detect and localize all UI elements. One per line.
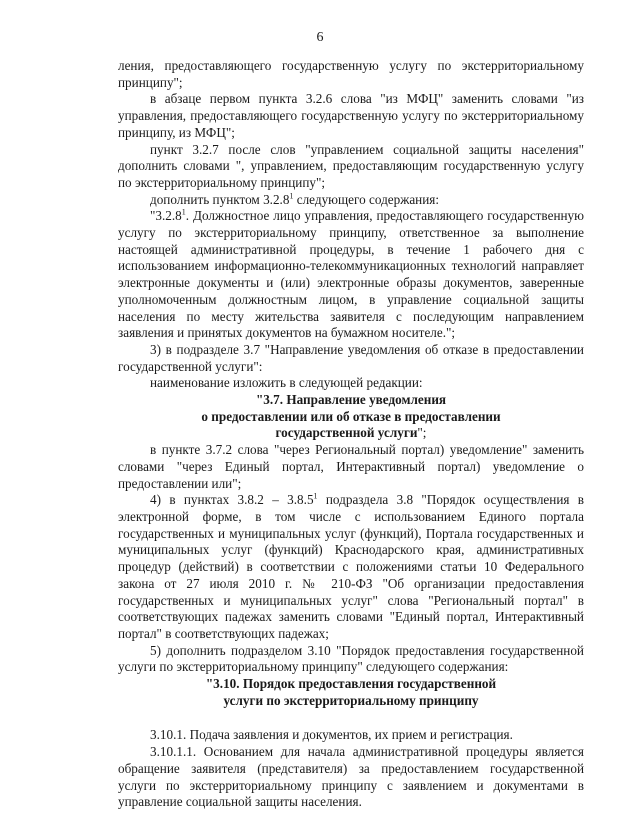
- heading-bold-text: государственной услуги: [275, 425, 418, 441]
- paragraph-add-3281: [118, 192, 584, 209]
- page-number: 6: [316, 30, 324, 45]
- heading-line: "3.10. Порядок предоставления государственной: [205, 676, 497, 692]
- paragraph-31011: 3.10.1.1. Основанием для начала административной процедуры является обращение заявителя (представителя) за предоставлением государственной услуги по экстерриториальному принципу с заявлением и документами в управление социальной защиты населения.: [118, 744, 584, 810]
- paragraph-3281-text: [118, 208, 584, 342]
- paragraph-name-change: наименование изложить в следующей редакции:: [150, 375, 423, 391]
- heading-tail: ";: [417, 425, 427, 441]
- text-segment: подраздела 3.8 "Порядок осуществления в электронной форме, в том числе с использованием Единого портала государственных и муниципальных услуг (функций), Портала государственных и муниципальных услуг (функций) Краснодарского края, административных процедур (действий) в соответствии с положениями статьи 10 Федерального закона от 27 июля 2010 г. № 210-ФЗ "Об организации предоставления государственных и муниципальных услуг" слова "Региональный портал" в соответствующих падежах заменить словами "Единый портал, Интерактивный портал" в соответствующих падежах;: [118, 492, 585, 641]
- paragraph-amend-327: пункт 3.2.7 после слов "управлением социальной защиты населения" дополнить словами ", управлением, предоставляющим государственную услугу по экстерриториальному принципу";: [118, 141, 584, 190]
- paragraph-item-5: 5) дополнить подразделом 3.10 "Порядок предоставления государственной услуги по экстерриториальному принципу" следующего содержания:: [118, 642, 584, 675]
- text-segment: следующего содержания:: [293, 191, 440, 207]
- paragraph-item-3: 3) в подразделе 3.7 "Направление уведомления об отказе в предоставлении государственной услуги":: [118, 341, 584, 374]
- spacer: [118, 709, 584, 727]
- paragraph-amend-372: в пункте 3.7.2 слова "через Региональный портал) уведомление" заменить словами "через Единый портал, Интерактивный портал) уведомление о предоставлении или";: [118, 442, 584, 491]
- heading-line: [118, 425, 584, 442]
- heading-3-7: [118, 392, 584, 442]
- text-segment: дополнить пунктом 3.2.8: [150, 191, 290, 207]
- paragraph-item-4: [118, 492, 584, 642]
- heading-line: о предоставлении или об отказе в предоставлении: [201, 408, 501, 424]
- superscript: 1: [289, 191, 294, 201]
- text-segment: "3.2.8: [150, 208, 182, 224]
- superscript: 1: [313, 491, 318, 501]
- document-body: [118, 58, 584, 811]
- paragraph-3101: 3.10.1. Подача заявления и документов, их прием и регистрация.: [150, 727, 513, 743]
- paragraph-continuation: ления, предоставляющего государственную услугу по экстерриториальному принципу";: [118, 58, 584, 90]
- text-segment: 4) в пунктах 3.8.2 – 3.8.5: [150, 492, 314, 508]
- heading-3-10: [118, 676, 584, 709]
- heading-line: услуги по экстерриториальному принципу: [223, 692, 479, 708]
- paragraph-amend-326: в абзаце первом пункта 3.2.6 слова "из МФЦ" заменить словами "из управления, предоставляющего государственную услугу по экстерриториальному принципу, из МФЦ";: [118, 91, 584, 140]
- superscript: 1: [181, 207, 186, 217]
- text-segment: . Должностное лицо управления, предоставляющего государственную услугу по экстерриториальному принципу, ответственное за выполнение настоящей административной процедуры, в течение 1 рабочего дня с использованием информационно-телекоммуникационных технологий направляет электронные документы и (или) электронные образы документов, заверенные уполномоченным должностным лицом, в управление социальной защиты населения по месту жительства заявителя с последующим направлением заявления и принятых документов на бумажном носителе.";: [118, 208, 584, 341]
- heading-line: "3.7. Направление уведомления: [255, 392, 447, 408]
